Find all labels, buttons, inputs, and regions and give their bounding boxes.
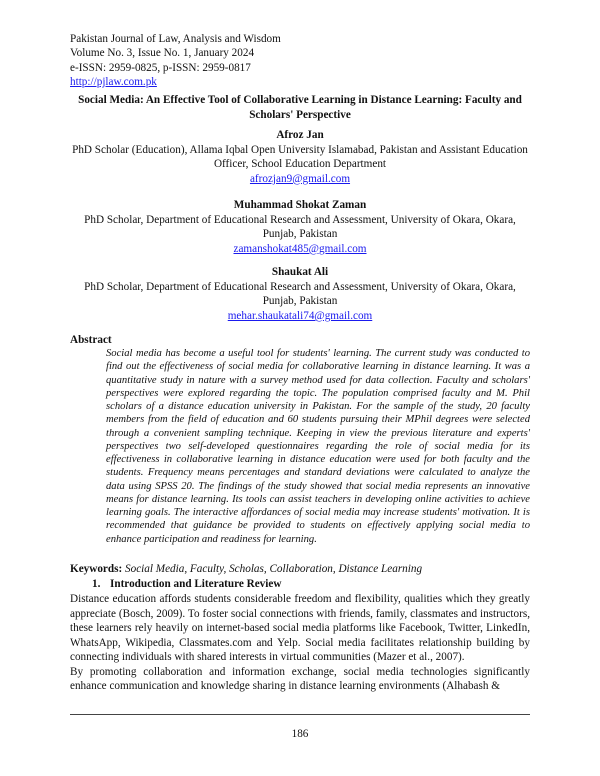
abstract-heading: Abstract [70,334,112,346]
author-name: Afroz Jan [276,129,324,141]
author-email-link[interactable]: mehar.shaukatali74@gmail.com [227,309,373,322]
keywords-line [70,563,422,575]
journal-url-link[interactable]: http://pjlaw.com.pk [70,75,157,88]
footer-divider [70,714,530,715]
author-name: Muhammad Shokat Zaman [233,199,367,211]
section-title: Introduction and Literature Review [110,578,282,590]
body-paragraph: Distance education affords students considerable freedom and flexibility, qualities which they greatly appreciate (Bosch, 2009). To foster social connections with friends, family, classmates and instructors, these learners rely heavily on internet-based social media platforms like Facebook, Twitter, LinkedIn, WhatsApp, Wikipedia, Classmates.com and Yelp. Social media facilitates relationship building by connecting individuals with shared interests in virtual communities (Mazer et al., 2007). [70,593,530,663]
author-email-link[interactable]: afrozjan9@gmail.com [249,172,351,185]
body-paragraph: By promoting collaboration and information exchange, social media technologies significantly enhance communication and knowledge sharing in distance learning environments (Alhabash & [70,665,530,692]
keywords-text: Social Media, Faculty, Scholas, Collaboration, Distance Learning [125,563,423,575]
author-block-2 [68,198,532,256]
author-affiliation: PhD Scholar (Education), Allama Iqbal Open University Islamabad, Pakistan and Assistant Education Officer, School Education Department [72,143,528,171]
abstract-text: Social media has become a useful tool for students' learning. The current study was conducted to find out the effectiveness of social media for collaborative learning in distance learning. It was a quantitative study in nature with a survey method used for data collection. Faculty and scholars' perspectives were explored regarding the topic. The population comprised faculty and M. Phil scholars of a distance education university in Pakistan. For the sample of the study, 20 faculty members from the field of education and 60 students pursuing their MPhil degrees were selected through a convenient sampling technique. Keeping in view the previous literature and experts' perspectives two self-developed questionnaires regarding the role of social media for its effectiveness in collaborative learning in distance education were used for both faculty and the students. Frequency means percentages and standard deviations were calculated to analyze the data using SPSS 20. The findings of the study showed that social media represents an innovative means for distance learning. Its tools can assist teachers in developing online activities to achieve learning goals. The interactive affordances of social media may increase students' motivation. It is recommended that guidance be provided to students on effectively applying social media to enhance participation and readiness for learning. [106,348,530,545]
journal-name: Pakistan Journal of Law, Analysis and Wisdom [70,33,281,45]
author-affiliation: PhD Scholar, Department of Educational Research and Assessment, University of Okara, Okara, Punjab, Pakistan [84,213,516,241]
section-heading [92,578,281,590]
issn-info: e-ISSN: 2959-0825, p-ISSN: 2959-0817 [70,61,251,74]
author-email-link[interactable]: zamanshokat485@gmail.com [233,242,367,255]
author-block-3 [68,265,532,323]
author-name: Shaukat Ali [271,266,329,278]
journal-header [70,32,281,89]
keywords-label: Keywords: [70,563,123,575]
body-text [70,592,530,694]
page-number: 186 [291,728,309,740]
section-number: 1. [92,578,101,590]
author-block-1 [68,128,532,186]
author-affiliation: PhD Scholar, Department of Educational Research and Assessment, University of Okara, Okara, Punjab, Pakistan [84,280,516,308]
volume-info: Volume No. 3, Issue No. 1, January 2024 [70,47,255,60]
paper-title: Social Media: An Effective Tool of Collaborative Learning in Distance Learning: Faculty and Scholars' Perspective [78,94,522,121]
